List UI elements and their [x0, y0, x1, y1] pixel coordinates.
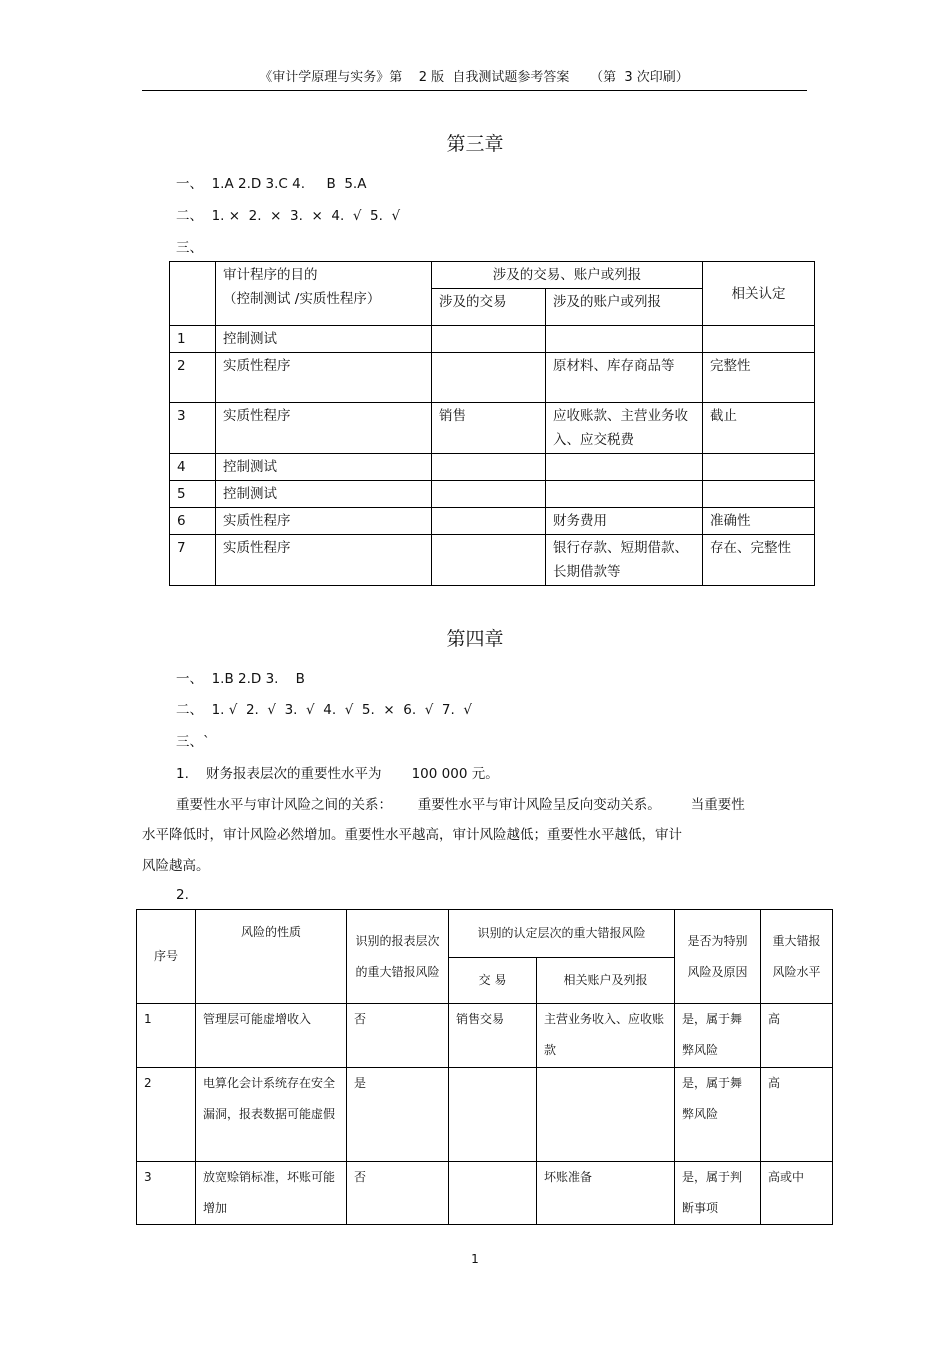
row-level: 高	[761, 1004, 833, 1068]
header-assertion: 相关认定	[703, 262, 815, 326]
chapter4-section3-label: 三、`	[176, 734, 210, 750]
table-row	[170, 353, 815, 403]
header-involved: 涉及的交易、账户或列报	[432, 262, 703, 289]
header-cell-purpose	[216, 262, 432, 326]
row-purpose: 控制测试	[216, 481, 432, 508]
table-row	[137, 1162, 833, 1225]
row-account: 财务费用	[546, 508, 703, 535]
row-number: 2	[170, 353, 216, 403]
row-number: 5	[170, 481, 216, 508]
row-transaction	[432, 326, 546, 353]
row-assertion: 存在、完整性	[703, 535, 815, 586]
chapter3-audit-procedure-table	[169, 261, 815, 586]
row-transaction	[449, 1068, 537, 1162]
row-number: 1	[137, 1004, 196, 1068]
header-account: 涉及的账户或列报	[546, 289, 703, 326]
row-level: 高	[761, 1068, 833, 1162]
chapter4-paragraph-line1: 重要性水平与审计风险之间的关系： 重要性水平与审计风险呈反向变动关系。 当重要性	[176, 797, 745, 813]
header-risk-nature: 风险的性质	[196, 910, 347, 1004]
header-special-risk: 是否为特别风险及原因	[675, 910, 761, 1004]
row-transaction	[449, 1162, 537, 1225]
row-number: 4	[170, 454, 216, 481]
row-assertion: 准确性	[703, 508, 815, 535]
table-row	[170, 481, 815, 508]
row-transaction	[432, 481, 546, 508]
row-number: 3	[137, 1162, 196, 1225]
row-purpose: 实质性程序	[216, 535, 432, 586]
table-row	[170, 403, 815, 454]
row-assertion	[703, 326, 815, 353]
header-purpose-line2: （控制测试 /实质性程序）	[223, 291, 381, 307]
header-cell-number	[170, 262, 216, 326]
chapter4-item1: 1. 财务报表层次的重要性水平为 100 000 元。	[176, 766, 499, 782]
chapter4-item2: 2.	[176, 887, 189, 903]
chapter4-multiple-choice-answers: 一、 1.B 2.D 3. B	[176, 671, 305, 687]
chapter4-paragraph-line3: 风险越高。	[142, 858, 210, 874]
row-number: 3	[170, 403, 216, 454]
row-assertion: 截止	[703, 403, 815, 454]
chapter3-title: 第三章	[446, 133, 504, 155]
header-assertion-level-risk: 识别的认定层次的重大错报风险	[449, 910, 675, 958]
row-purpose: 实质性程序	[216, 508, 432, 535]
row-account	[546, 326, 703, 353]
row-level: 高或中	[761, 1162, 833, 1225]
table-row	[137, 1068, 833, 1162]
page-header: 《审计学原理与实务》第 2 版 自我测试题参考答案 （第 3 次印刷）	[259, 70, 689, 85]
header-account: 相关账户及列报	[537, 958, 675, 1004]
row-transaction	[432, 353, 546, 403]
header-transaction: 交 易	[449, 958, 537, 1004]
chapter4-risk-table	[136, 909, 833, 1225]
row-transaction	[432, 454, 546, 481]
header-rule	[142, 90, 807, 91]
row-assertion	[703, 454, 815, 481]
row-transaction	[432, 535, 546, 586]
table-row	[170, 326, 815, 353]
row-nature: 电算化会计系统存在安全漏洞，报表数据可能虚假	[196, 1068, 347, 1162]
row-account: 原材料、库存商品等	[546, 353, 703, 403]
page-number: 1	[471, 1252, 479, 1266]
chapter4-title: 第四章	[446, 628, 504, 650]
row-purpose: 实质性程序	[216, 403, 432, 454]
table-row	[170, 508, 815, 535]
row-assertion	[703, 481, 815, 508]
chapter4-paragraph-line2: 水平降低时，审计风险必然增加。重要性水平越高，审计风险越低；重要性水平越低，审计	[142, 827, 682, 843]
row-fs-level: 否	[347, 1162, 449, 1225]
row-transaction: 销售交易	[449, 1004, 537, 1068]
row-purpose: 实质性程序	[216, 353, 432, 403]
row-number: 1	[170, 326, 216, 353]
row-account	[546, 454, 703, 481]
header-purpose-line1: 审计程序的目的	[223, 267, 318, 283]
row-nature: 管理层可能虚增收入	[196, 1004, 347, 1068]
header-number: 序号	[137, 910, 196, 1004]
header-fs-level-risk: 识别的报表层次的重大错报风险	[347, 910, 449, 1004]
row-fs-level: 否	[347, 1004, 449, 1068]
row-account: 应收账款、主营业务收入、应交税费	[546, 403, 703, 454]
row-special: 是，属于判断事项	[675, 1162, 761, 1225]
row-number: 6	[170, 508, 216, 535]
table-row	[170, 535, 815, 586]
table-row	[137, 1004, 833, 1068]
row-transaction: 销售	[432, 403, 546, 454]
row-nature: 放宽赊销标准，坏账可能增加	[196, 1162, 347, 1225]
row-purpose: 控制测试	[216, 326, 432, 353]
row-account: 主营业务收入、应收账款	[537, 1004, 675, 1068]
chapter3-multiple-choice-answers: 一、 1.A 2.D 3.C 4. B 5.A	[176, 176, 367, 192]
row-number: 2	[137, 1068, 196, 1162]
header-transaction: 涉及的交易	[432, 289, 546, 326]
row-transaction	[432, 508, 546, 535]
row-account	[546, 481, 703, 508]
row-account	[537, 1068, 675, 1162]
row-assertion: 完整性	[703, 353, 815, 403]
row-account: 银行存款、短期借款、长期借款等	[546, 535, 703, 586]
row-number: 7	[170, 535, 216, 586]
chapter4-true-false-answers: 二、 1. √ 2. √ 3. √ 4. √ 5. × 6. √ 7. √	[176, 702, 472, 718]
row-account: 坏账准备	[537, 1162, 675, 1225]
row-special: 是，属于舞弊风险	[675, 1068, 761, 1162]
header-risk-level: 重大错报风险水平	[761, 910, 833, 1004]
chapter3-section3-label: 三、	[176, 240, 203, 256]
table-row	[170, 454, 815, 481]
row-fs-level: 是	[347, 1068, 449, 1162]
row-purpose: 控制测试	[216, 454, 432, 481]
chapter3-true-false-answers: 二、 1. × 2. × 3. × 4. √ 5. √	[176, 208, 401, 224]
row-special: 是，属于舞弊风险	[675, 1004, 761, 1068]
